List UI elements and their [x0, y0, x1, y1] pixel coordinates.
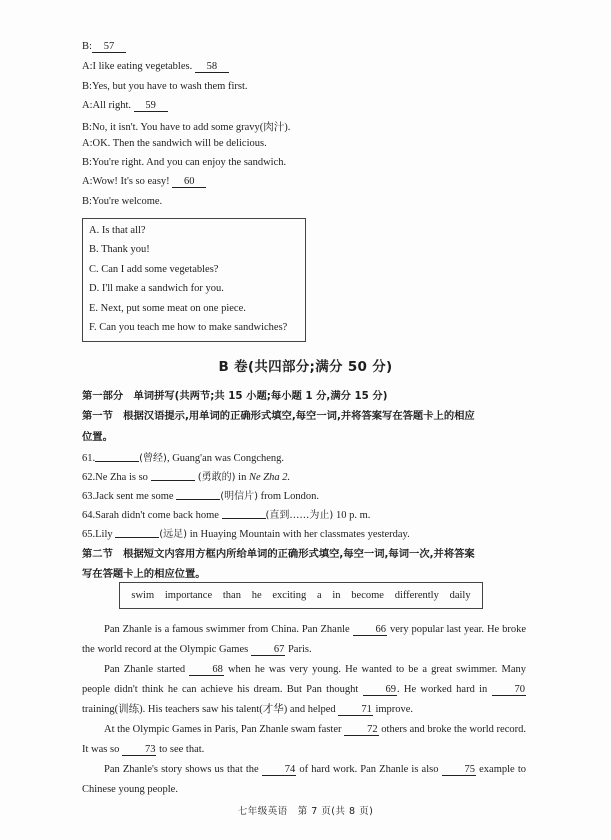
section-title: B 卷(共四部分;满分 50 分): [218, 359, 393, 375]
dialogue-line: B: 57: [82, 41, 126, 53]
answer-blank[interactable]: 73: [122, 744, 157, 756]
dialogue-line: A:OK. Then the sandwich will be delicious.: [82, 138, 267, 149]
section-instruction: 写在答题卡上的相应位置。: [82, 568, 206, 580]
option-item: B. Thank you!: [89, 244, 150, 255]
word-bank-item: swim: [131, 590, 155, 601]
speaker: A: [82, 138, 90, 149]
question-item: 62.Ne Zha is so (勇敢的) in Ne Zha 2.: [82, 472, 291, 483]
paragraph: At the Olympic Games in Paris, Pan Zhanle swam faster 72 others and broke the world record. It was so 73 to see that.: [82, 724, 526, 755]
chinese-hint: (远足): [159, 529, 188, 540]
question-number: 61.: [82, 453, 96, 464]
speaker: A: [82, 176, 90, 187]
answer-blank[interactable]: 75: [442, 764, 477, 776]
answer-blank[interactable]: [95, 451, 139, 462]
answer-blank[interactable]: [222, 508, 266, 519]
dialogue-line: B:No, it isn't. You have to add some gravy(肉汁).: [82, 122, 291, 133]
options-box: [82, 218, 306, 342]
question-item: 64.Sarah didn't come back home (直到……为止) 10 p. m.: [82, 510, 371, 521]
word-bank-item: than: [222, 590, 241, 601]
answer-blank[interactable]: 60: [172, 176, 206, 188]
question-number: 64.: [82, 510, 96, 521]
paragraph: Pan Zhanle's story shows us that the 74 of hard work. Pan Zhanle is also 75 example to Chinese young people.: [82, 764, 526, 795]
speaker: B: [82, 41, 90, 52]
answer-blank[interactable]: 58: [195, 61, 229, 73]
chinese-hint: (勇敢的): [194, 472, 236, 483]
page-footer: 七年级英语 第 7 页(共 8 页): [237, 806, 374, 817]
question-number: 65.: [82, 529, 96, 540]
speaker: A: [82, 61, 90, 72]
section-instruction: 第二节 根据短文内容用方框内所给单词的正确形式填空,每空一词,每词一次,并将答案: [82, 548, 475, 560]
answer-blank[interactable]: 66: [353, 624, 388, 636]
answer-blank[interactable]: 69: [363, 684, 398, 696]
word-bank-item: differently: [394, 590, 439, 601]
dialogue-text: You're right. And you can enjoy the sandwich.: [91, 157, 287, 168]
answer-blank[interactable]: 74: [262, 764, 297, 776]
word-bank-item: he: [251, 590, 262, 601]
answer-blank[interactable]: 72: [344, 724, 379, 736]
dialogue-text: Yes, but you have to wash them first.: [91, 81, 248, 92]
passage: [82, 620, 526, 800]
question-item: 61. (曾经), Guang'an was Congcheng.: [82, 453, 285, 464]
option-item: C. Can I add some vegetables?: [89, 264, 219, 275]
word-bank-item: daily: [449, 590, 471, 601]
word-bank-item: exciting: [272, 590, 307, 601]
paragraph: Pan Zhanle is a famous swimmer from China. Pan Zhanle 66 very popular last year. He broke the world record at the Olympic Games 67 Paris.: [82, 624, 527, 655]
part-heading: 第一部分 单词拼写(共两节;共 15 小题;每小题 1 分,满分 15 分): [82, 390, 388, 402]
speaker: B: [82, 157, 90, 168]
section-instruction: 第一节 根据汉语提示,用单词的正确形式填空,每空一词,并将答案写在答题卡上的相应: [82, 410, 475, 422]
dialogue-line: B:You're welcome.: [82, 196, 163, 207]
word-bank: [119, 582, 483, 609]
answer-blank[interactable]: 57: [92, 41, 126, 53]
movie-title: Ne Zha 2.: [248, 472, 291, 483]
dialogue-line: B:Yes, but you have to wash them first.: [82, 81, 248, 92]
question-item: 65.Lily (远足) in Huaying Mountain with her classmates yesterday.: [82, 529, 410, 540]
question-number: 62.: [82, 472, 96, 483]
dialogue-text: You're welcome.: [91, 196, 163, 207]
answer-blank[interactable]: 59: [134, 100, 168, 112]
dialogue-line: A:All right. 59: [82, 100, 168, 112]
paragraph: Pan Zhanle started 68 when he was very young. He wanted to be a great swimmer. Many people didn't think he can achieve his dream. But Pan thought 69. He worked hard in 70 training(训练). His teachers saw his talent(才华) and helped 71 improve.: [82, 664, 527, 715]
chinese-hint: (曾经): [139, 453, 167, 464]
word-bank-item: importance: [164, 590, 213, 601]
speaker: B: [82, 122, 90, 133]
word-bank-item: a: [316, 590, 322, 601]
option-item: E. Next, put some meat on one piece.: [89, 303, 246, 314]
option-item: D. I'll make a sandwich for you.: [89, 283, 224, 294]
dialogue-text: OK. Then the sandwich will be delicious.: [92, 138, 267, 149]
speaker: B: [82, 196, 90, 207]
question-item: 63.Jack sent me some (明信片) from London.: [82, 491, 319, 502]
answer-blank[interactable]: 70: [492, 684, 527, 696]
answer-blank[interactable]: 67: [251, 644, 286, 656]
section-instruction: 位置。: [82, 431, 113, 443]
word-bank-item: become: [351, 590, 384, 601]
chinese-hint: (明信片): [220, 491, 258, 502]
speaker: A: [82, 100, 90, 111]
option-item: A. Is that all?: [89, 225, 146, 236]
option-item: F. Can you teach me how to make sandwiches?: [89, 322, 288, 333]
dialogue-text: I like eating vegetables.: [92, 61, 195, 72]
dialogue-text: No, it isn't. You have to add some gravy(肉汁).: [91, 122, 291, 133]
answer-blank[interactable]: [115, 527, 159, 538]
dialogue-line: A:I like eating vegetables. 58: [82, 61, 229, 73]
answer-blank[interactable]: 71: [338, 704, 373, 716]
speaker: B: [82, 81, 90, 92]
word-bank-item: in: [332, 590, 341, 601]
dialogue-text: All right.: [92, 100, 134, 111]
answer-blank[interactable]: [176, 489, 220, 500]
dialogue-line: A:Wow! It's so easy! 60: [82, 176, 206, 188]
dialogue-line: B:You're right. And you can enjoy the sandwich.: [82, 157, 287, 168]
chinese-hint: (直到……为止): [265, 510, 334, 521]
answer-blank[interactable]: 68: [189, 664, 224, 676]
answer-blank[interactable]: [151, 470, 195, 481]
dialogue-text: Wow! It's so easy!: [92, 176, 173, 187]
question-number: 63.: [82, 491, 96, 502]
